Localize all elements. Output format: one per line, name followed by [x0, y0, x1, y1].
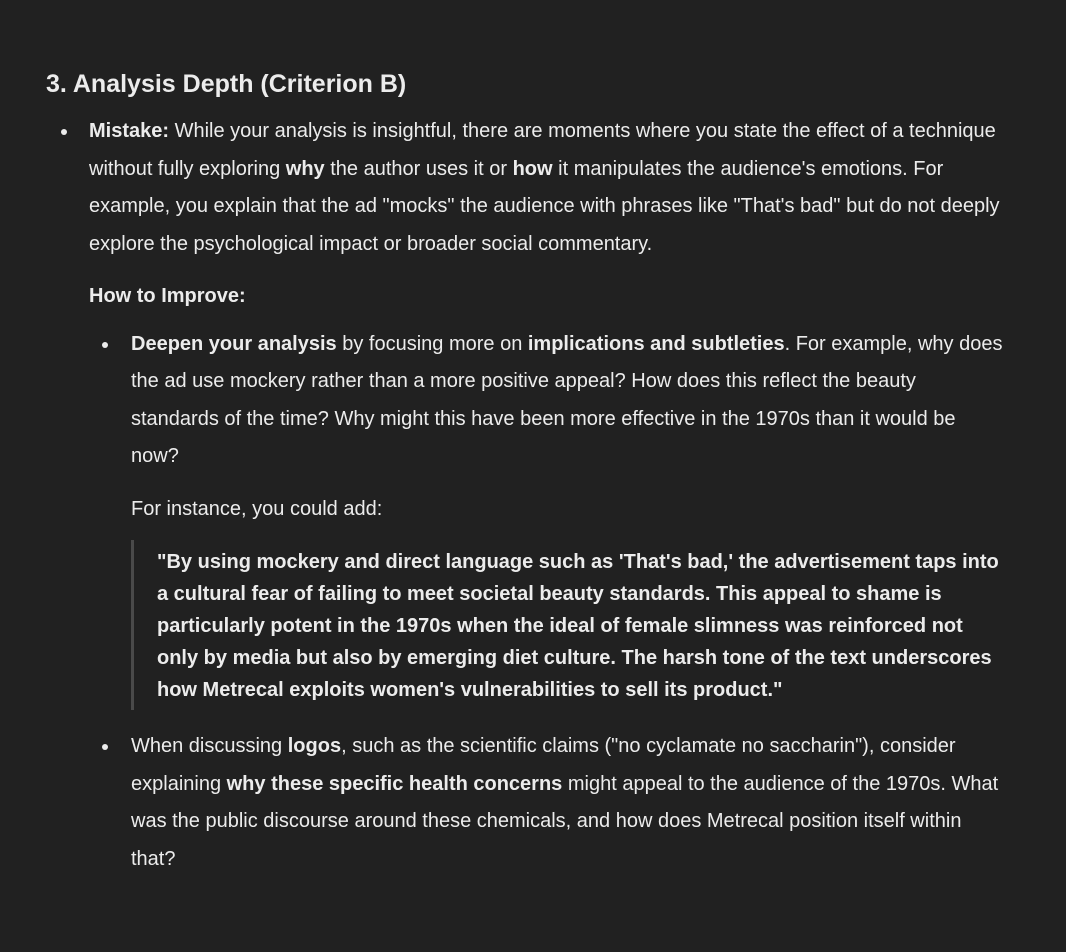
mistake-bold-how: how	[512, 157, 553, 180]
bullet-icon	[61, 129, 67, 135]
deepen-bold-1: Deepen your analysis	[131, 332, 337, 355]
improve-heading	[89, 278, 1006, 316]
improve-list	[89, 326, 1006, 879]
mistake-text-2: the author uses it or	[324, 157, 513, 180]
section-heading: 3. Analysis Depth (Criterion B)	[46, 70, 407, 98]
example-quote: "By using mockery and direct language such as 'That's bad,' the advertisement taps into a cultural fear of failing to meet societal beauty standards. This appeal to shame is particularly potent in the 1970s when the ideal of female slimness was reinforced not only by media but also by emerging diet culture. The harsh tone of the text underscores how Metrecal exploits women's vulnerabilities to sell its product."	[131, 540, 1006, 710]
mistake-paragraph	[89, 113, 1006, 263]
logos-bold-2: why these specific health concerns	[226, 772, 563, 795]
logos-text-1: When discussing	[131, 735, 288, 757]
list-item-logos	[89, 728, 1006, 878]
improve-heading-text: How to Improve:	[89, 285, 246, 307]
mistake-text-3: it manipulates the audience's emotions. For example, you explain that the ad "mocks" the audience with phrases like "That's bad" but do not deeply explore the psychological impact or broader social commentary.	[89, 157, 1000, 255]
logos-bold-1: logos	[287, 735, 342, 757]
logos-paragraph	[131, 728, 1006, 878]
mistake-label: Mistake:	[89, 120, 170, 142]
logos-text-2: , such as the scientific claims ("no cyclamate no saccharin"), consider explaining	[131, 735, 956, 795]
list-item-mistake	[46, 113, 1006, 878]
deepen-text-1: by focusing more on	[336, 332, 528, 355]
mistake-bold-why: why	[285, 157, 325, 180]
bullet-icon	[102, 342, 108, 348]
instance-text: For instance, you could add:	[131, 497, 383, 520]
deepen-text-2: . For example, why does the ad use mockery rather than a more positive appeal? How does this reflect the beauty standards of the time? Why might this have been more effective in the 1970s than it would be now?	[131, 332, 1003, 467]
feedback-list	[46, 113, 1006, 878]
logos-text-3: might appeal to the audience of the 1970s. What was the public discourse around these chemicals, and how does Metrecal position itself within that?	[131, 772, 999, 870]
deepen-bold-2: implications and subtleties	[527, 332, 785, 355]
bullet-icon	[102, 744, 108, 750]
deepen-paragraph	[131, 326, 1006, 476]
mistake-text-1: While your analysis is insightful, there are moments where you state the effect of a technique without fully exploring	[89, 120, 996, 180]
list-item-deepen	[89, 326, 1006, 711]
